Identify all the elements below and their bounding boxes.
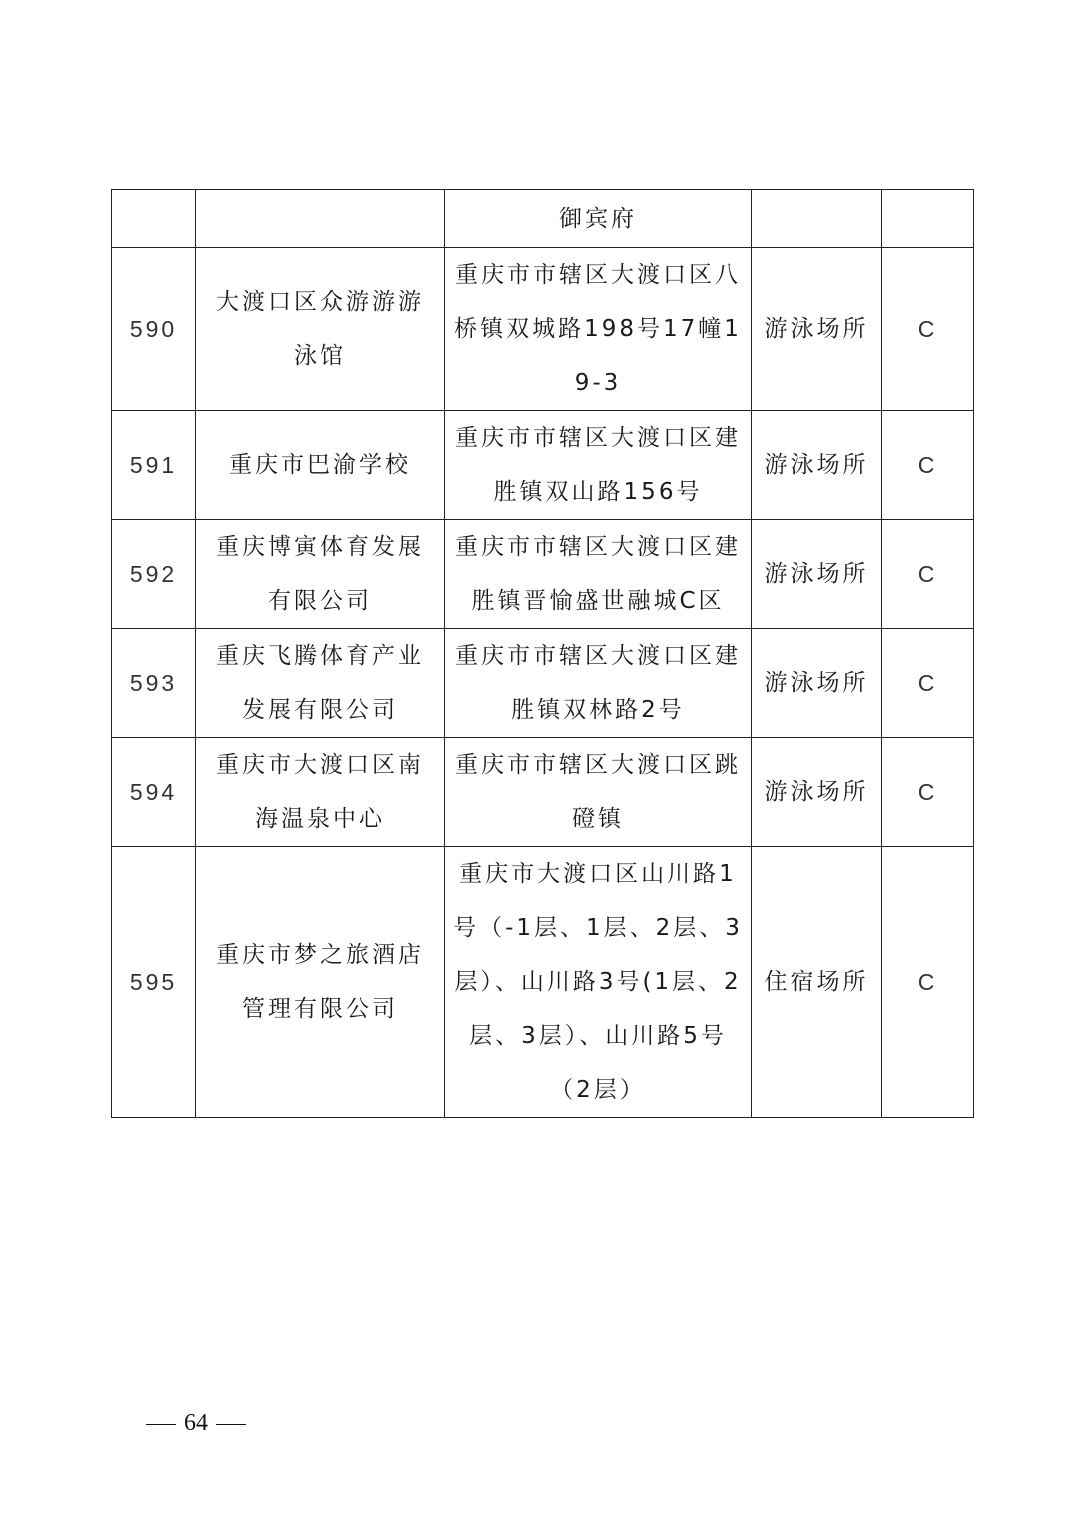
row-name: 重庆市巴渝学校 <box>196 411 445 520</box>
row-type: 游泳场所 <box>752 738 882 847</box>
row-address: 重庆市市辖区大渡口区跳磴镇 <box>445 738 752 847</box>
row-address: 御宾府 <box>445 190 752 248</box>
row-type: 游泳场所 <box>752 629 882 738</box>
row-name: 重庆飞腾体育产业发展有限公司 <box>196 629 445 738</box>
row-name: 重庆市大渡口区南海温泉中心 <box>196 738 445 847</box>
table-row <box>112 248 974 411</box>
row-type: 游泳场所 <box>752 411 882 520</box>
row-address: 重庆市市辖区大渡口区八桥镇双城路198号17幢19-3 <box>445 248 752 411</box>
row-number: 590 <box>112 248 196 411</box>
row-address: 重庆市市辖区大渡口区建胜镇双林路2号 <box>445 629 752 738</box>
row-number: 595 <box>112 847 196 1118</box>
row-level: C <box>882 520 974 629</box>
footer-dash-left <box>146 1424 176 1425</box>
table-row <box>112 847 974 1118</box>
table-row <box>112 520 974 629</box>
row-type <box>752 190 882 248</box>
page-number: 64 <box>184 1410 208 1436</box>
row-name: 重庆博寅体育发展有限公司 <box>196 520 445 629</box>
table-row <box>112 411 974 520</box>
row-level: C <box>882 738 974 847</box>
row-type: 游泳场所 <box>752 248 882 411</box>
page-footer <box>144 1410 248 1437</box>
row-level: C <box>882 411 974 520</box>
row-level <box>882 190 974 248</box>
row-name: 大渡口区众游游游泳馆 <box>196 248 445 411</box>
row-address: 重庆市市辖区大渡口区建胜镇晋愉盛世融城C区 <box>445 520 752 629</box>
table-row <box>112 190 974 248</box>
row-number: 592 <box>112 520 196 629</box>
row-type: 住宿场所 <box>752 847 882 1118</box>
row-name <box>196 190 445 248</box>
footer-dash-right <box>216 1424 246 1425</box>
row-number: 593 <box>112 629 196 738</box>
row-address: 重庆市大渡口区山川路1号（-1层、1层、2层、3层）、山川路3号(1层、2层、3层）、山川路5号（2层） <box>445 847 752 1118</box>
row-level: C <box>882 847 974 1118</box>
venue-table <box>111 189 974 1118</box>
row-name: 重庆市梦之旅酒店管理有限公司 <box>196 847 445 1118</box>
row-number <box>112 190 196 248</box>
row-address: 重庆市市辖区大渡口区建胜镇双山路156号 <box>445 411 752 520</box>
row-number: 591 <box>112 411 196 520</box>
table-row <box>112 738 974 847</box>
row-level: C <box>882 629 974 738</box>
row-level: C <box>882 248 974 411</box>
row-type: 游泳场所 <box>752 520 882 629</box>
table-row <box>112 629 974 738</box>
row-number: 594 <box>112 738 196 847</box>
